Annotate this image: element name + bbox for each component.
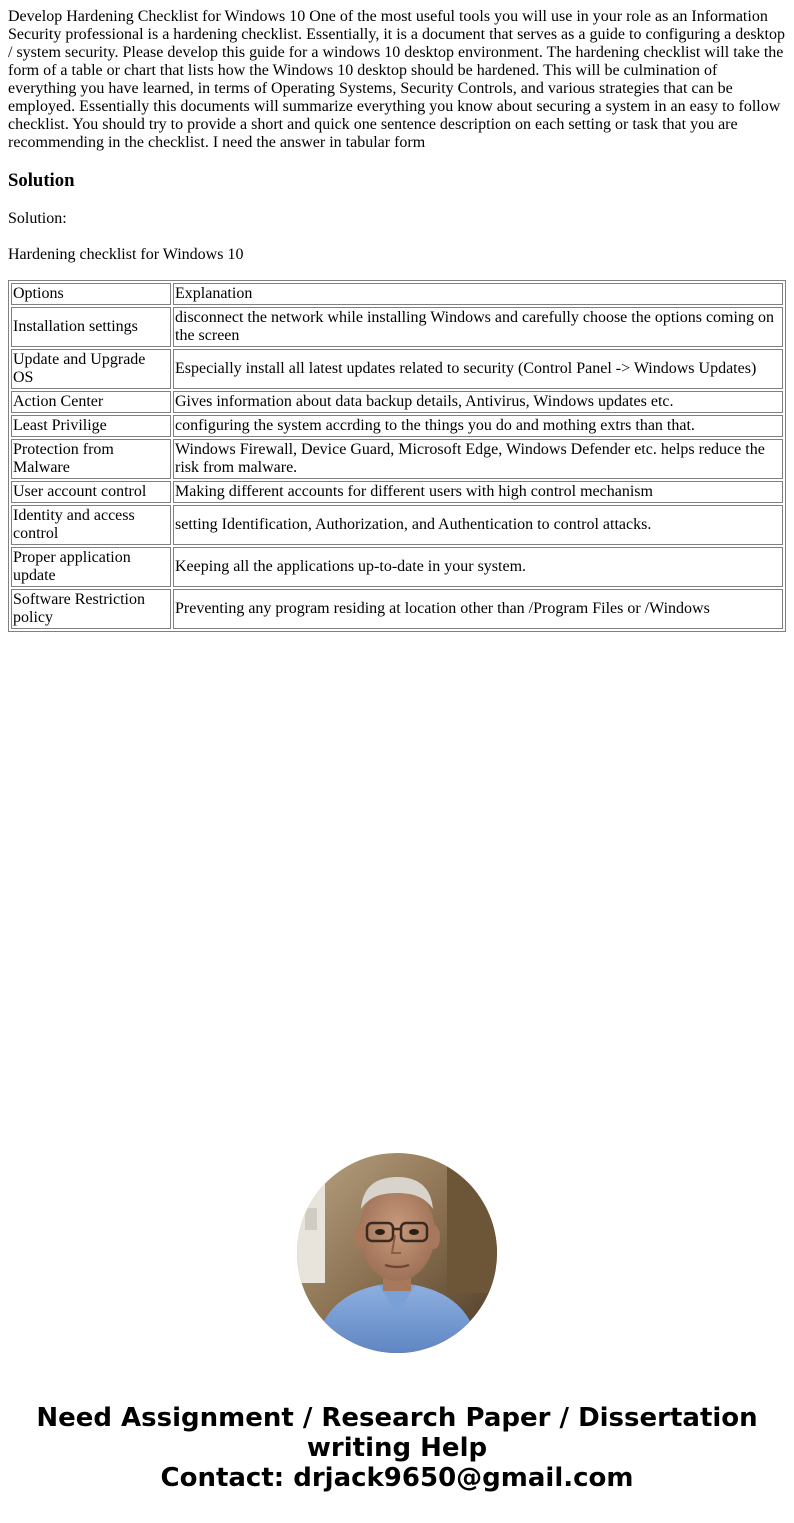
question-text: Develop Hardening Checklist for Windows 10 One of the most useful tools you will use in your role as an Information Security professional is a hardening checklist. Essentially, it is a document that serves as a guide to configuring a desktop / system security. Please develop this guide for a windows 10 desktop environment. The hardening checklist will take the form of a table or chart that lists how the Windows 10 desktop should be hardened. This will be culmination of everything you have learned, in terms of Operating Systems, Security Controls, and various strategies that can be employed. Essentially this documents will summarize everything you know about securing a system in an easy to follow checklist. You should try to provide a short and quick one sentence description on each setting or task that you are recommending in the checklist. I need the answer in tabular form [8,8,785,151]
promo-banner [0,1403,794,1493]
option-cell: Software Restriction policy [11,589,171,629]
explanation-cell: Keeping all the applications up-to-date in your system. [173,547,783,587]
table-row [11,505,783,545]
hardening-checklist-table [8,280,786,632]
table-row [11,307,783,347]
option-cell: Least Privilige [11,415,171,437]
promo-line-1: Need Assignment / Research Paper / Dissertation [36,1403,758,1433]
table-row [11,391,783,413]
solution-label: Solution: [8,210,67,227]
option-cell: User account control [11,481,171,503]
option-cell: Installation settings [11,307,171,347]
author-photo [297,1153,497,1353]
explanation-cell: Preventing any program residing at location other than /Program Files or /Windows [173,589,783,629]
explanation-cell: disconnect the network while installing Windows and carefully choose the options coming on the screen [173,307,783,347]
option-cell: Action Center [11,391,171,413]
table-header-row [11,283,783,305]
promo-contact: Contact: drjack9650@gmail.com [160,1463,634,1493]
solution-heading: Solution [8,170,75,191]
header-explanation: Explanation [173,283,783,305]
option-cell: Identity and access control [11,505,171,545]
table-row [11,439,783,479]
explanation-cell: configuring the system accrding to the things you do and mothing extrs than that. [173,415,783,437]
option-cell: Update and Upgrade OS [11,349,171,389]
explanation-cell: setting Identification, Authorization, and Authentication to control attacks. [173,505,783,545]
table-row [11,349,783,389]
document-body [8,8,786,632]
option-cell: Protection from Malware [11,439,171,479]
portrait-image [297,1153,497,1353]
explanation-cell: Gives information about data backup details, Antivirus, Windows updates etc. [173,391,783,413]
explanation-cell: Especially install all latest updates related to security (Control Panel -> Windows Updates) [173,349,783,389]
promo-line-2: writing Help [306,1433,488,1463]
header-options: Options [11,283,171,305]
option-cell: Proper application update [11,547,171,587]
table-row [11,547,783,587]
explanation-cell: Windows Firewall, Device Guard, Microsoft Edge, Windows Defender etc. helps reduce the risk from malware. [173,439,783,479]
checklist-title: Hardening checklist for Windows 10 [8,246,244,263]
table-row [11,481,783,503]
table-row [11,589,783,629]
explanation-cell: Making different accounts for different users with high control mechanism [173,481,783,503]
table-row [11,415,783,437]
